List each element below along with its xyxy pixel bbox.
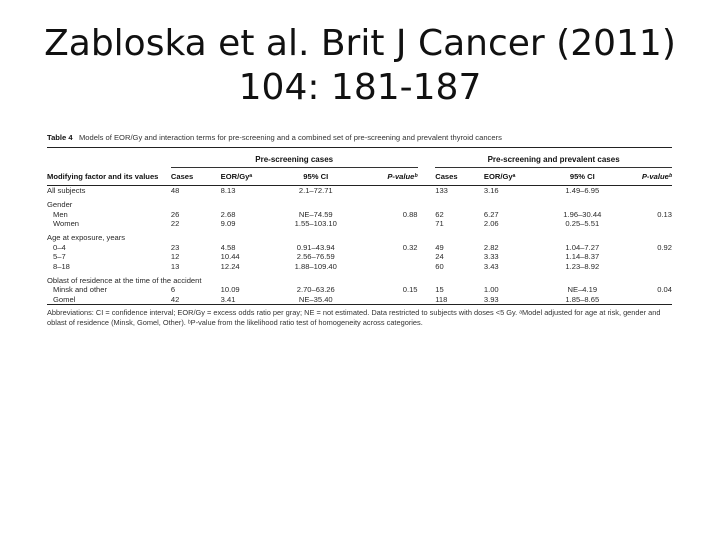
cell-label: Women [53, 219, 80, 229]
table-row [47, 210, 672, 219]
table-row [47, 285, 672, 294]
table-label: Table 4 [47, 133, 73, 142]
col-header-eor-2: EOR/Gyᵃ [483, 172, 516, 182]
cell-c1: 48 [170, 185, 180, 195]
table-image [47, 133, 672, 327]
cell-c2: 60 [435, 261, 444, 271]
cell-e2 [484, 195, 539, 209]
cell-p2 [625, 186, 672, 195]
cell-label: Age at exposure, years [47, 233, 126, 243]
cell-label: All subjects [47, 185, 86, 195]
cell-label: 8–18 [53, 261, 70, 271]
cell-c1: 22 [170, 219, 180, 229]
cell-ci1: NE–74.59 [298, 209, 333, 219]
cell-label: 0–4 [53, 242, 66, 252]
cell-ci2: 1.49–6.95 [565, 185, 600, 195]
cell-c2: 24 [435, 252, 444, 262]
cell-spacer [418, 295, 436, 305]
col-header-p-2: P-valueᵇ [641, 172, 672, 182]
cell-ci2: NE–4.19 [567, 285, 598, 295]
cell-c2: 62 [435, 209, 444, 219]
cell-ci2: 1.85–8.65 [565, 294, 600, 304]
cell-p2: 0.92 [657, 242, 672, 252]
cell-e1: 9.09 [220, 219, 236, 229]
cell-ci2: 1.23–8.92 [565, 261, 600, 271]
cell-ci1: 0.91–43.94 [296, 242, 335, 252]
cell-e2 [484, 271, 539, 285]
table-footnote: Abbreviations: CI = confidence interval; EOR/Gy = excess odds ratio per gray; NE = not estimated. Data restricted to subjects with doses <5 Gy. ᵃModel adjusted for age at risk, gender and oblast of residence (Minsk, Gomel, Other). ᵇP-value from the likelihood ratio test of homogeneity across categories. [47, 308, 661, 327]
cell-spacer [418, 243, 436, 252]
cell-e1 [221, 271, 276, 285]
cell-c2: 15 [435, 285, 444, 295]
cell-ci1: 2.56–76.59 [296, 252, 335, 262]
cell-ci2 [539, 195, 625, 209]
table-row [47, 271, 672, 285]
cell-e2: 3.93 [483, 294, 499, 304]
cell-spacer [418, 262, 436, 271]
cell-ci1: 1.88–109.40 [294, 261, 337, 271]
cell-e1: 10.09 [220, 285, 240, 295]
table-row [47, 252, 672, 261]
col-header-factor: Modifying factor and its values [47, 172, 159, 182]
cell-p2 [625, 252, 672, 261]
table-row [47, 219, 672, 228]
table-row [47, 186, 672, 195]
cell-e2 [484, 228, 539, 242]
cell-ci1 [276, 195, 356, 209]
cell-c1: 26 [170, 209, 180, 219]
cell-c1 [171, 195, 221, 209]
cell-e1: 4.58 [220, 242, 236, 252]
cell-label: Gender [47, 200, 73, 210]
cell-c1: 42 [170, 294, 180, 304]
cell-c2 [435, 228, 484, 242]
cell-p2 [625, 262, 672, 271]
cell-ci1: 1.55–103.10 [294, 219, 337, 229]
cell-spacer [418, 195, 436, 209]
cell-e1: 3.41 [220, 294, 236, 304]
cell-p1 [356, 186, 418, 195]
cell-c1 [171, 228, 221, 242]
cell-e2: 6.27 [483, 209, 499, 219]
slide-title [0, 22, 720, 110]
cell-ci2: 1.96–30.44 [563, 209, 602, 219]
cell-e2: 3.16 [483, 185, 499, 195]
cell-p2: 0.04 [657, 285, 672, 295]
cell-p1 [356, 219, 418, 228]
cell-p1 [356, 228, 418, 242]
cell-ci2: 0.25–5.51 [565, 219, 600, 229]
cell-c2 [435, 195, 484, 209]
cell-e2: 2.82 [483, 242, 499, 252]
cell-spacer [418, 186, 436, 195]
cell-p1 [356, 295, 418, 305]
cell-spacer [418, 252, 436, 261]
cell-label: Oblast of residence at the time of the accident [47, 276, 202, 286]
cell-label: Gomel [53, 294, 76, 304]
table-row [47, 295, 672, 305]
cell-ci1: NE–35.40 [298, 294, 333, 304]
cell-ci2: 1.14–8.37 [565, 252, 600, 262]
col-header-ci-2: 95% CI [569, 172, 595, 182]
group-header-combined: Pre-screening and prevalent cases [487, 155, 620, 164]
cell-c1: 23 [170, 242, 180, 252]
cell-ci2: 1.04–7.27 [565, 242, 600, 252]
cell-label: Minsk and other [53, 285, 108, 295]
col-header-ci: 95% CI [303, 172, 329, 182]
cell-p2: 0.13 [657, 209, 672, 219]
cell-p2 [625, 195, 672, 209]
col-header-eor: EOR/Gyᵃ [220, 172, 253, 182]
cell-e1 [221, 228, 276, 242]
cell-e1: 8.13 [220, 185, 236, 195]
cell-c2: 71 [435, 219, 444, 229]
cell-p1 [356, 271, 418, 285]
cell-p1: 0.32 [402, 242, 418, 252]
table-caption [47, 133, 672, 148]
cell-p2 [625, 228, 672, 242]
cell-spacer [418, 271, 436, 285]
cell-ci1 [276, 228, 356, 242]
cell-ci2 [539, 228, 625, 242]
cell-c2: 133 [435, 185, 448, 195]
cell-label: 5–7 [53, 252, 66, 262]
cell-e1 [221, 195, 276, 209]
cell-p1: 0.88 [402, 209, 418, 219]
cell-c2 [435, 271, 484, 285]
cell-e2: 1.00 [483, 285, 499, 295]
cell-e2: 2.06 [483, 219, 499, 229]
cell-spacer [418, 228, 436, 242]
table-row [47, 228, 672, 242]
slide-title-line2: 104: 181-187 [238, 67, 482, 108]
cell-p1: 0.15 [402, 285, 418, 295]
slide-title-line1: Zabloska et al. Brit J Cancer (2011) [44, 23, 676, 64]
cell-c2: 118 [435, 294, 448, 304]
cell-p1 [356, 262, 418, 271]
results-table [47, 148, 672, 305]
cell-spacer [418, 285, 436, 294]
cell-label: Men [53, 209, 68, 219]
cell-ci1 [276, 271, 356, 285]
cell-p2 [625, 271, 672, 285]
cell-p2 [625, 219, 672, 228]
cell-c2: 49 [435, 242, 444, 252]
cell-e2: 3.33 [483, 252, 499, 262]
table-row [47, 243, 672, 252]
cell-ci1: 2.1–72.71 [298, 185, 333, 195]
cell-e1: 10.44 [220, 252, 240, 262]
cell-spacer [418, 210, 436, 219]
cell-c1: 13 [170, 261, 180, 271]
cell-ci2 [539, 271, 625, 285]
table-body [47, 186, 672, 305]
table-row [47, 262, 672, 271]
table-caption-text: Models of EOR/Gy and interaction terms for pre-screening and a combined set of pre-screening and prevalent thyroid cancers [78, 133, 502, 142]
col-header-cases-2: Cases [435, 172, 458, 182]
cell-e1: 12.24 [220, 261, 240, 271]
cell-c1: 12 [170, 252, 180, 262]
group-header-prescreening: Pre-screening cases [255, 155, 334, 164]
cell-c1: 6 [170, 285, 176, 295]
col-header-p: P-valueᵇ [387, 172, 418, 182]
cell-ci1: 2.70–63.26 [296, 285, 335, 295]
table-row [47, 195, 672, 209]
cell-p1 [356, 252, 418, 261]
col-header-cases: Cases [170, 172, 194, 182]
cell-e1: 2.68 [220, 209, 236, 219]
cell-e2: 3.43 [483, 261, 499, 271]
cell-spacer [418, 219, 436, 228]
cell-p1 [356, 195, 418, 209]
cell-p2 [625, 295, 672, 305]
